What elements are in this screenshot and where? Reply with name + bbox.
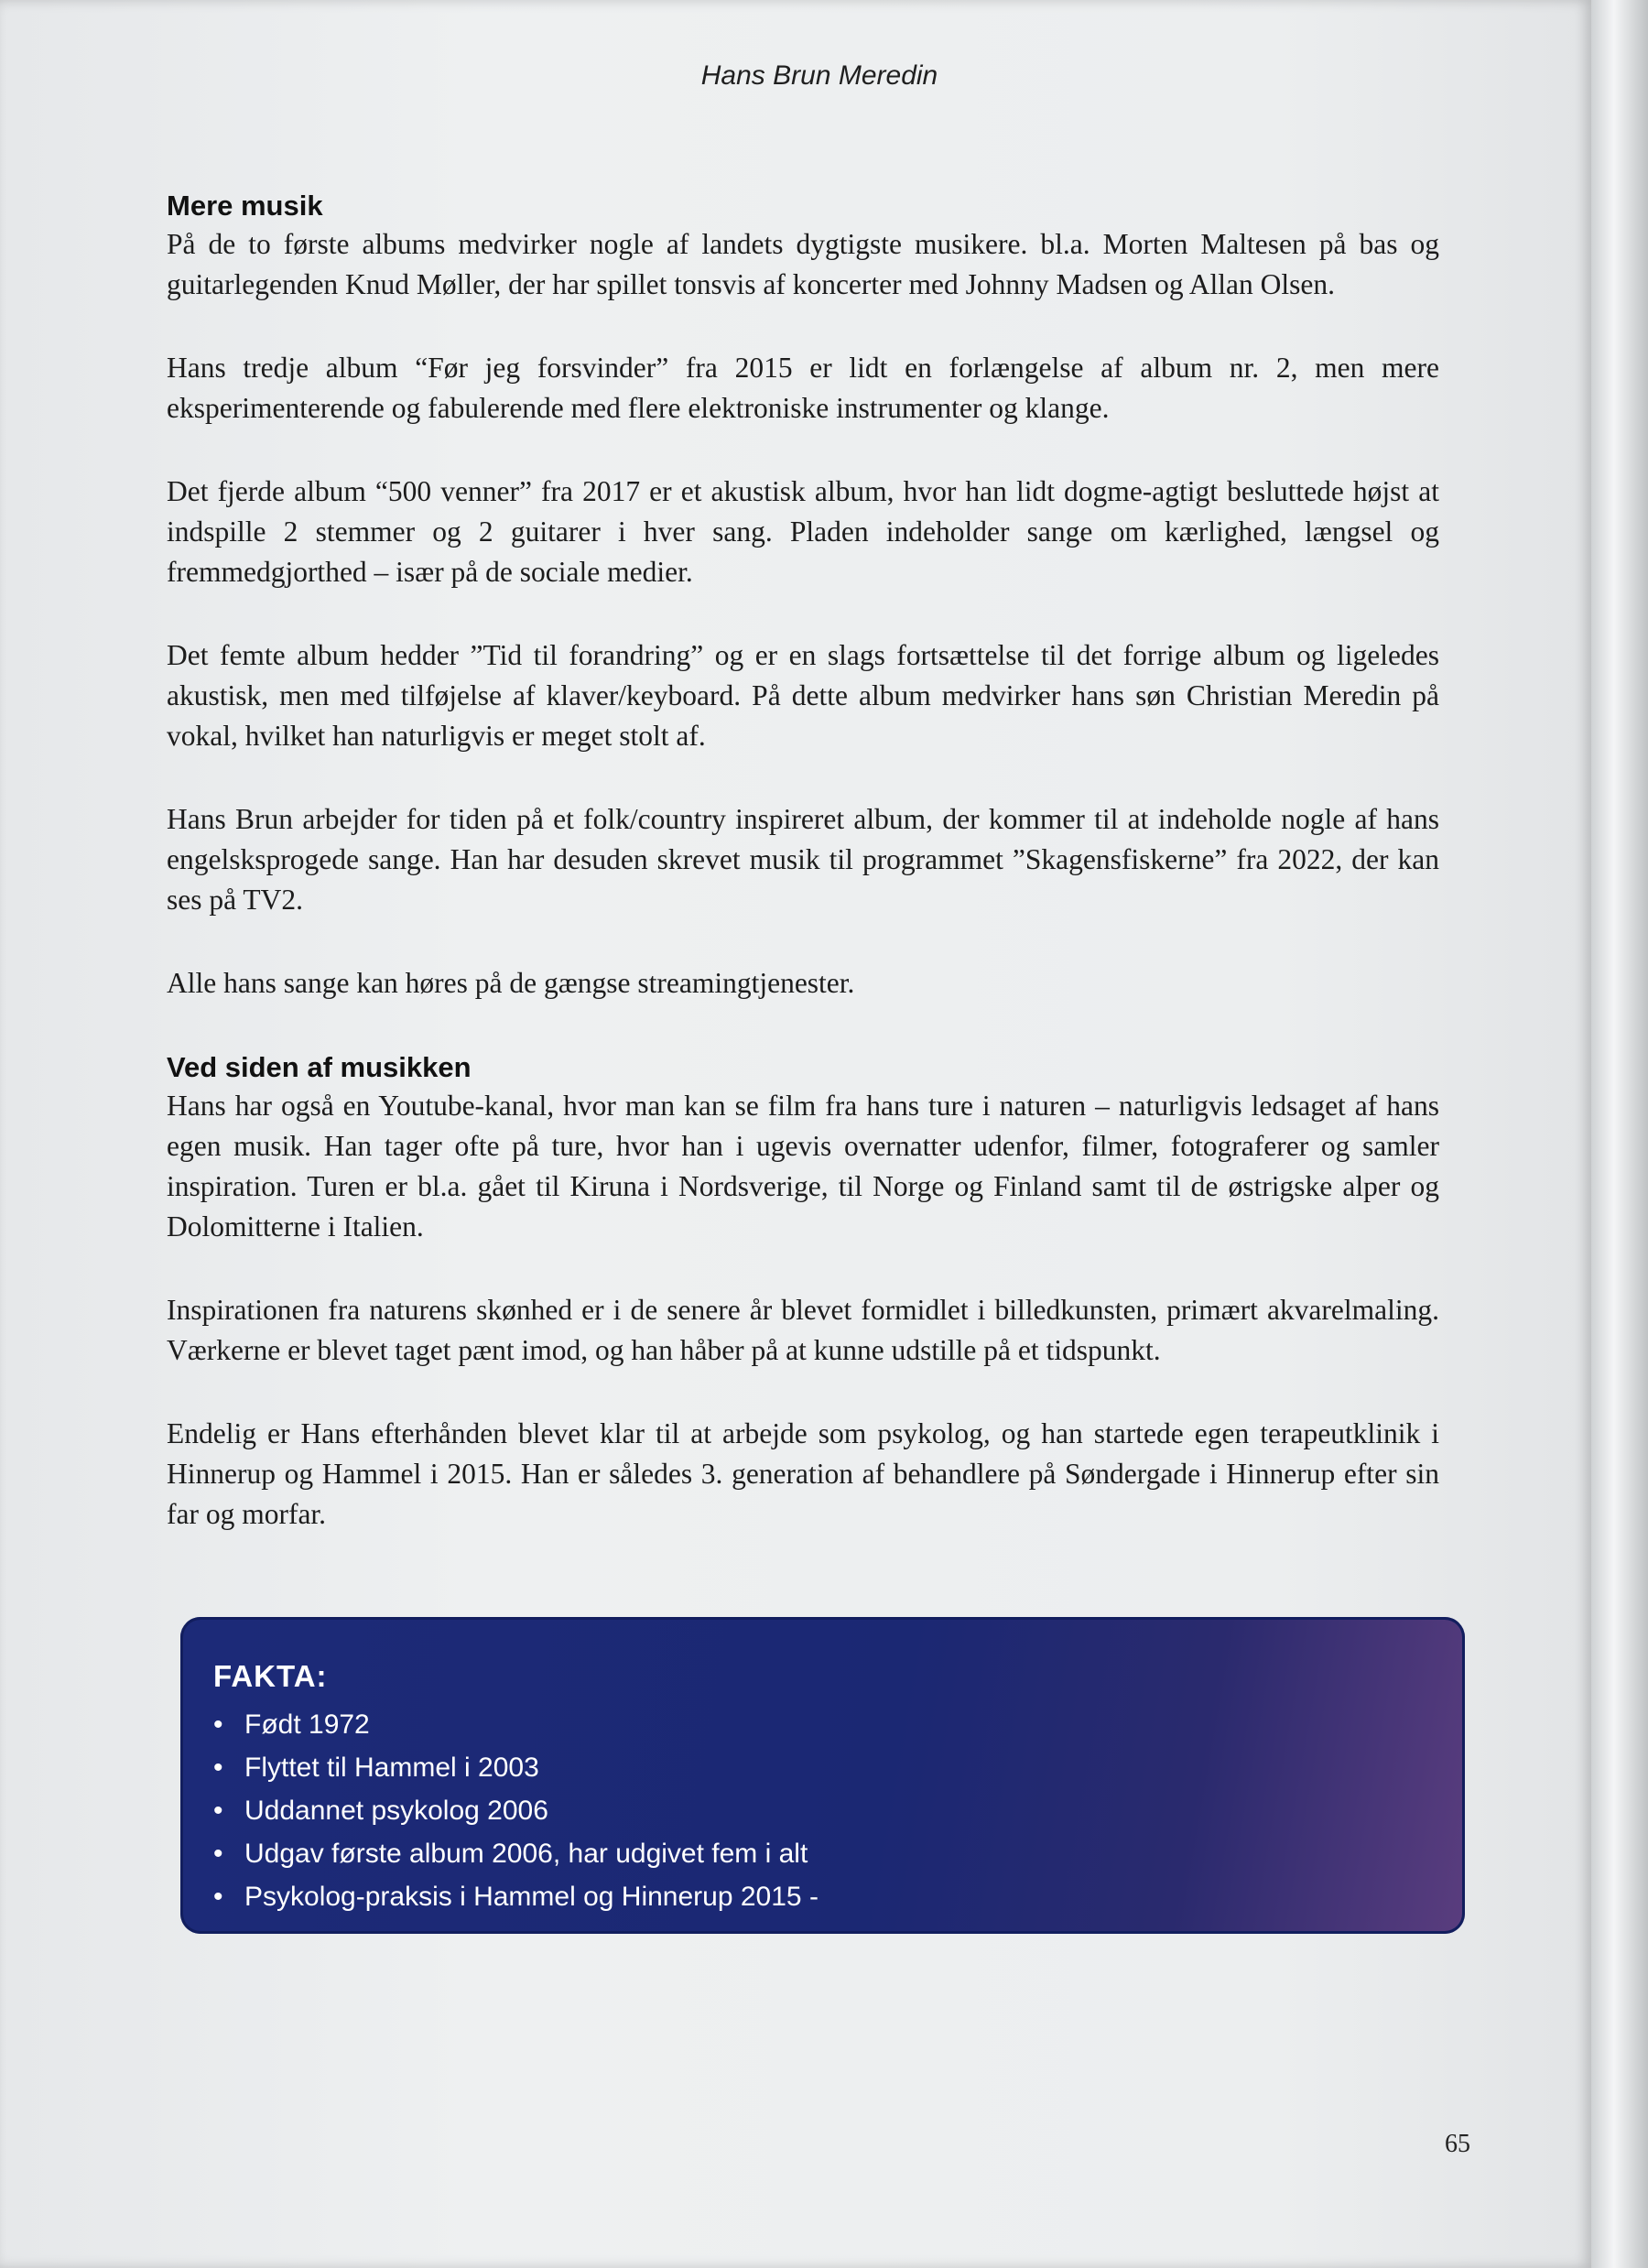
fakta-item (213, 1789, 819, 1832)
fakta-item-text: Psykolog-praksis i Hammel og Hinnerup 2015 - (244, 1882, 819, 1912)
bullet-icon: • (213, 1839, 223, 1869)
paragraph: Hans har også en Youtube-kanal, hvor man kan se film fra hans ture i naturen – naturligvis ledsaget af hans egen musik. Han tager ofte på ture, hvor han i ugevis overnatter udenfor, filmer, fotograferer og samler inspiration. Turen er bl.a. gået til Kiruna i Nordsverige, til Norge og Finland samt til de østrigske alper og Dolomitterne i Italien. (167, 1090, 1439, 1243)
paragraph: Inspirationen fra naturens skønhed er i de senere år blevet formidlet i billedkunsten, primært akvarelmaling. Værkerne er blevet taget pænt imod, og han håber på at kunne udstille på et tidspunkt. (167, 1294, 1439, 1366)
page-content (167, 188, 1439, 1578)
fakta-item (213, 1746, 819, 1789)
fakta-item-text: Udgav første album 2006, har udgivet fem i alt (244, 1839, 808, 1869)
paragraph: Endelig er Hans efterhånden blevet klar til at arbejde som psykolog, og han startede egen terapeutklinik i Hinnerup og Hammel i 2015. Han er således 3. generation af behandlere på Søndergade i Hinnerup efter sin far og morfar. (167, 1417, 1439, 1530)
fakta-item (213, 1832, 819, 1875)
book-edge (1591, 0, 1648, 2268)
section-heading-mere-musik: Mere musik (167, 190, 323, 222)
bullet-icon: • (213, 1796, 223, 1826)
fakta-item (213, 1703, 819, 1746)
section-heading-ved-siden-af-musikken: Ved siden af musikken (167, 1051, 472, 1083)
bullet-icon: • (213, 1882, 223, 1912)
paragraph: På de to første albums medvirker nogle af landets dygtigste musikere. bl.a. Morten Maltesen på bas og guitarlegenden Knud Møller, der har spillet tonsvis af koncerter med Johnny Madsen og Allan Olsen. (167, 228, 1439, 300)
paragraph: Alle hans sange kan høres på de gængse streamingtjenester. (167, 967, 855, 999)
fakta-item-text: Født 1972 (244, 1709, 370, 1740)
fakta-title: FAKTA: (213, 1659, 328, 1693)
fakta-box (180, 1617, 1465, 1934)
paragraph: Det fjerde album “500 venner” fra 2017 er et akustisk album, hvor han lidt dogme-agtigt besluttede højst at indspille 2 stemmer og 2 guitarer i hver sang. Pladen indeholder sange om kærlighed, længsel og fremmedgjorthed – især på de sociale medier. (167, 475, 1439, 588)
bullet-icon: • (213, 1753, 223, 1783)
paragraph: Det femte album hedder ”Tid til forandring” og er en slags fortsættelse til det forrige album og ligeledes akustisk, men med tilføjelse af klaver/keyboard. På dette album medvirker hans søn Christian Meredin på vokal, hvilket han naturligvis er meget stolt af. (167, 639, 1439, 752)
running-head: Hans Brun Meredin (700, 60, 938, 91)
paragraph: Hans Brun arbejder for tiden på et folk/country inspireret album, der kommer til at indeholde nogle af hans engelsksprogede sange. Han har desuden skrevet musik til programmet ”Skagensfiskerne” fra 2022, der kan ses på TV2. (167, 803, 1439, 916)
fakta-item (213, 1875, 819, 1918)
page-number: 65 (1445, 2130, 1470, 2158)
fakta-item-text: Uddannet psykolog 2006 (244, 1796, 548, 1826)
bullet-icon: • (213, 1709, 223, 1740)
fakta-item-text: Flyttet til Hammel i 2003 (244, 1753, 539, 1783)
paragraph: Hans tredje album “Før jeg forsvinder” fra 2015 er lidt en forlængelse af album nr. 2, men mere eksperimenterende og fabulerende med flere elektroniske instrumenter og klange. (167, 352, 1439, 424)
fakta-list (213, 1703, 819, 1918)
